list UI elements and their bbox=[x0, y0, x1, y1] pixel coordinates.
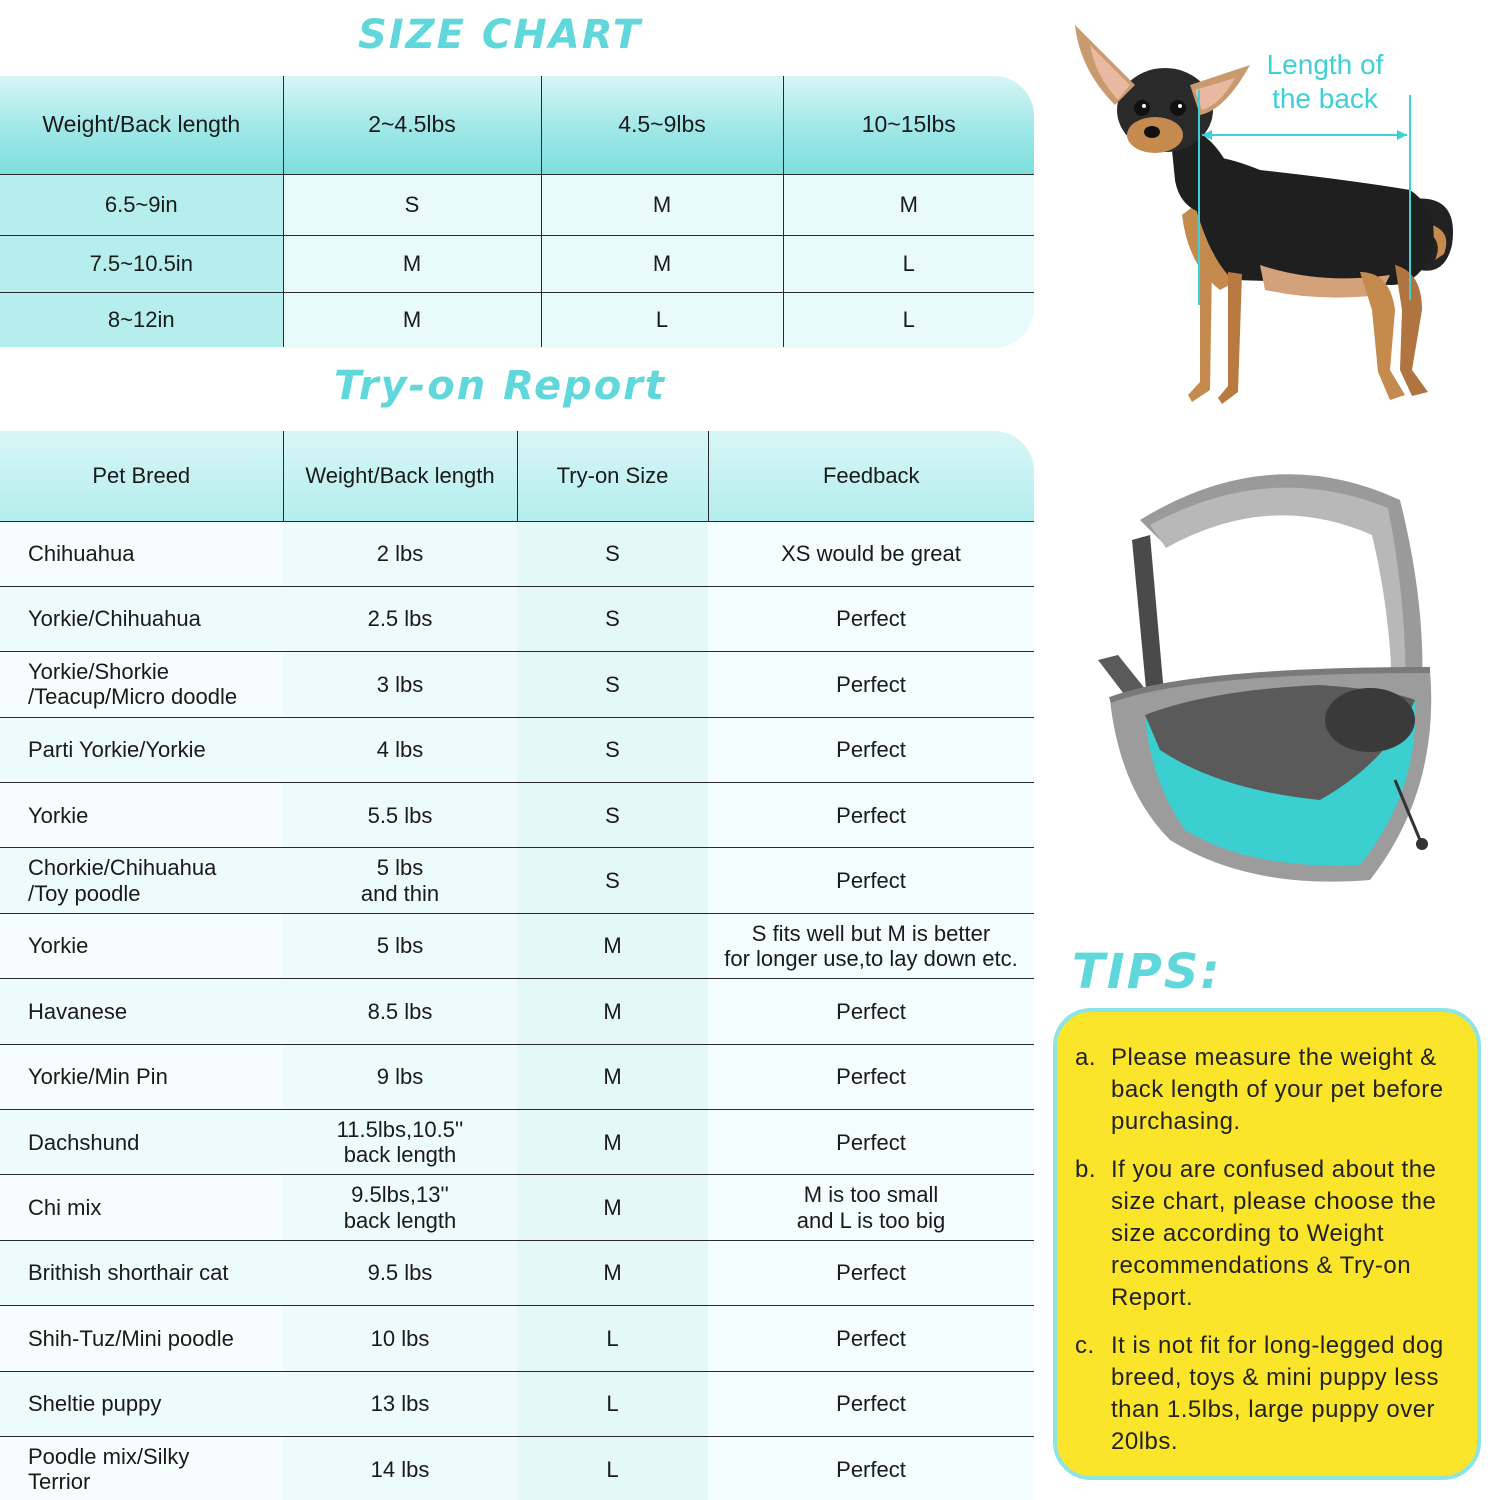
pet-breed-cell bbox=[0, 1306, 283, 1371]
tip-item bbox=[1075, 1330, 1459, 1458]
try-on-size-cell: M bbox=[517, 979, 708, 1044]
tip-text: It is not fit for long-legged dog breed, toys & mini puppy less than 1.5lbs, large puppy over 20lbs. bbox=[1111, 1332, 1444, 1455]
feedback-cell-line: S fits well but M is better bbox=[751, 920, 991, 946]
weight-cell-line: 14 lbs bbox=[370, 1456, 430, 1482]
weight-cell-line: 9.5lbs,13'' bbox=[351, 1182, 449, 1208]
size-cell: L bbox=[783, 292, 1034, 347]
try-on-row bbox=[0, 783, 1034, 848]
try-on-row bbox=[0, 979, 1034, 1044]
weight-cell-line: 2.5 lbs bbox=[367, 606, 433, 632]
weight-cell bbox=[283, 1306, 517, 1371]
weight-cell-line: 9.5 lbs bbox=[367, 1260, 433, 1286]
pet-breed-cell-line: Yorkie bbox=[28, 802, 89, 828]
try-on-row bbox=[0, 717, 1034, 782]
feedback-cell-line: M is too small bbox=[803, 1182, 939, 1208]
size-header-cell: 2~4.5lbs bbox=[283, 76, 541, 174]
size-cell: 8~12in bbox=[0, 292, 283, 347]
pet-breed-cell bbox=[0, 979, 283, 1044]
weight-cell-line: 4 lbs bbox=[376, 737, 424, 763]
size-chart-row bbox=[0, 292, 1034, 347]
size-chart-table bbox=[0, 76, 1034, 348]
feedback-cell bbox=[708, 1240, 1034, 1305]
weight-cell bbox=[283, 979, 517, 1044]
feedback-cell-line: Perfect bbox=[836, 802, 906, 828]
feedback-cell-line: Perfect bbox=[836, 1391, 906, 1417]
pet-breed-cell-line: Terrior bbox=[28, 1469, 91, 1495]
try-on-size-cell: M bbox=[517, 913, 708, 978]
tips-title: TIPS: bbox=[1072, 944, 1222, 1000]
size-chart-header-row bbox=[0, 76, 1034, 174]
feedback-cell-line: XS would be great bbox=[781, 541, 961, 567]
weight-cell bbox=[283, 1240, 517, 1305]
tip-item bbox=[1075, 1042, 1459, 1138]
size-cell: M bbox=[783, 174, 1034, 235]
weight-cell-line: and thin bbox=[360, 880, 440, 906]
size-cell: 6.5~9in bbox=[0, 174, 283, 235]
weight-cell-line: back length bbox=[343, 1207, 457, 1233]
feedback-cell bbox=[708, 1175, 1034, 1240]
try-on-row bbox=[0, 1044, 1034, 1109]
weight-cell bbox=[283, 783, 517, 848]
feedback-cell bbox=[708, 1306, 1034, 1371]
feedback-cell bbox=[708, 783, 1034, 848]
try-on-report-title: Try-on Report bbox=[333, 363, 667, 409]
pet-breed-cell bbox=[0, 848, 283, 913]
size-chart-row bbox=[0, 235, 1034, 292]
size-cell: L bbox=[783, 235, 1034, 292]
pet-breed-cell-line: Yorkie/Min Pin bbox=[28, 1064, 168, 1090]
try-on-row bbox=[0, 586, 1034, 651]
pet-breed-cell-line: Chihuahua bbox=[28, 541, 135, 567]
tip-marker: b. bbox=[1075, 1156, 1097, 1183]
pet-breed-cell bbox=[0, 652, 283, 717]
pet-breed-cell-line: /Toy poodle bbox=[28, 880, 141, 906]
feedback-cell-line: Perfect bbox=[836, 1325, 906, 1351]
try-on-size-cell: M bbox=[517, 1044, 708, 1109]
feedback-cell-line: and L is too big bbox=[796, 1207, 946, 1233]
pet-breed-cell-line: Parti Yorkie/Yorkie bbox=[28, 737, 206, 763]
feedback-cell-line: Perfect bbox=[836, 606, 906, 632]
pet-breed-cell bbox=[0, 521, 283, 586]
weight-cell-line: 11.5lbs,10.5'' bbox=[336, 1116, 464, 1142]
try-on-row bbox=[0, 1306, 1034, 1371]
try-on-row bbox=[0, 913, 1034, 978]
weight-cell bbox=[283, 586, 517, 651]
weight-cell bbox=[283, 1371, 517, 1436]
weight-cell bbox=[283, 1044, 517, 1109]
pet-breed-cell bbox=[0, 1175, 283, 1240]
try-header-cell: Feedback bbox=[708, 431, 1034, 521]
size-cell: M bbox=[541, 174, 783, 235]
feedback-cell-line: Perfect bbox=[836, 737, 906, 763]
try-on-header-row bbox=[0, 431, 1034, 521]
try-on-size-cell: L bbox=[517, 1436, 708, 1500]
pet-breed-cell bbox=[0, 783, 283, 848]
tip-text: Please measure the weight & back length of your pet before purchasing. bbox=[1111, 1044, 1444, 1135]
feedback-cell-line: Perfect bbox=[836, 1129, 906, 1155]
feedback-cell bbox=[708, 652, 1034, 717]
try-on-size-cell: S bbox=[517, 717, 708, 782]
try-on-row bbox=[0, 1175, 1034, 1240]
try-on-size-cell: S bbox=[517, 521, 708, 586]
pet-breed-cell bbox=[0, 1044, 283, 1109]
feedback-cell bbox=[708, 913, 1034, 978]
feedback-cell bbox=[708, 1044, 1034, 1109]
try-header-cell: Weight/Back length bbox=[283, 431, 517, 521]
pet-breed-cell bbox=[0, 1240, 283, 1305]
weight-cell-line: 5 lbs bbox=[376, 855, 424, 881]
pet-breed-cell-line: Havanese bbox=[28, 998, 128, 1024]
feedback-cell bbox=[708, 1371, 1034, 1436]
size-cell: M bbox=[283, 235, 541, 292]
weight-cell-line: 13 lbs bbox=[370, 1391, 430, 1417]
try-on-size-cell: S bbox=[517, 848, 708, 913]
weight-cell-line: 3 lbs bbox=[376, 671, 424, 697]
try-on-row bbox=[0, 1436, 1034, 1500]
feedback-cell-line: Perfect bbox=[836, 1456, 906, 1482]
feedback-cell bbox=[708, 979, 1034, 1044]
weight-cell bbox=[283, 717, 517, 782]
feedback-cell bbox=[708, 586, 1034, 651]
weight-cell bbox=[283, 652, 517, 717]
feedback-cell-line: Perfect bbox=[836, 1064, 906, 1090]
try-on-row bbox=[0, 1371, 1034, 1436]
try-on-row bbox=[0, 1110, 1034, 1175]
feedback-cell-line: for longer use,to lay down etc. bbox=[724, 946, 1018, 972]
feedback-cell-line: Perfect bbox=[836, 1260, 906, 1286]
size-chart-title: SIZE CHART bbox=[357, 12, 643, 58]
feedback-cell bbox=[708, 717, 1034, 782]
pet-breed-cell-line: Yorkie/Chihuahua bbox=[28, 606, 201, 632]
pet-breed-cell-line: Sheltie puppy bbox=[28, 1391, 162, 1417]
feedback-cell-line: Perfect bbox=[836, 998, 906, 1024]
pet-sling-bag-icon bbox=[1070, 460, 1470, 900]
weight-cell-line: 5 lbs bbox=[376, 933, 424, 959]
try-on-row bbox=[0, 1240, 1034, 1305]
try-on-table bbox=[0, 431, 1034, 1500]
tip-item bbox=[1075, 1154, 1459, 1314]
size-cell: M bbox=[541, 235, 783, 292]
weight-cell bbox=[283, 521, 517, 586]
try-on-size-cell: S bbox=[517, 652, 708, 717]
feedback-cell-line: Perfect bbox=[836, 671, 906, 697]
weight-cell bbox=[283, 913, 517, 978]
size-header-cell: Weight/Back length bbox=[0, 76, 283, 174]
back-length-label-line: the back bbox=[1272, 83, 1378, 114]
tip-marker: a. bbox=[1075, 1044, 1097, 1071]
weight-cell-line: 9 lbs bbox=[376, 1064, 424, 1090]
size-cell: L bbox=[541, 292, 783, 347]
feedback-cell bbox=[708, 1436, 1034, 1500]
sling-bag-illustration bbox=[1070, 460, 1470, 900]
tip-marker: c. bbox=[1075, 1332, 1095, 1359]
pet-breed-cell bbox=[0, 1371, 283, 1436]
pet-breed-cell-line: Chorkie/Chihuahua bbox=[28, 855, 217, 881]
pet-breed-cell bbox=[0, 586, 283, 651]
tip-text: If you are confused about the size chart, please choose the size according to Weight recommendations & Try-on Report. bbox=[1111, 1156, 1437, 1311]
pet-breed-cell bbox=[0, 1436, 283, 1500]
weight-cell-line: 8.5 lbs bbox=[367, 998, 433, 1024]
weight-cell bbox=[283, 1110, 517, 1175]
try-on-size-cell: L bbox=[517, 1306, 708, 1371]
size-cell: S bbox=[283, 174, 541, 235]
try-on-size-cell: M bbox=[517, 1110, 708, 1175]
back-length-label bbox=[1240, 48, 1410, 116]
pet-breed-cell-line: Poodle mix/Silky bbox=[28, 1444, 190, 1470]
pet-breed-cell bbox=[0, 1110, 283, 1175]
size-chart-row bbox=[0, 174, 1034, 235]
size-header-cell: 4.5~9lbs bbox=[541, 76, 783, 174]
weight-cell bbox=[283, 1436, 517, 1500]
try-on-row bbox=[0, 848, 1034, 913]
try-on-size-cell: S bbox=[517, 783, 708, 848]
try-header-cell: Pet Breed bbox=[0, 431, 283, 521]
weight-cell bbox=[283, 1175, 517, 1240]
feedback-cell-line: Perfect bbox=[836, 868, 906, 893]
try-on-row bbox=[0, 652, 1034, 717]
try-on-size-cell: M bbox=[517, 1175, 708, 1240]
feedback-cell bbox=[708, 521, 1034, 586]
weight-cell-line: back length bbox=[343, 1142, 457, 1168]
feedback-cell bbox=[708, 848, 1034, 913]
pet-breed-cell bbox=[0, 913, 283, 978]
pet-breed-cell-line: /Teacup/Micro doodle bbox=[28, 684, 238, 710]
try-on-size-cell: L bbox=[517, 1371, 708, 1436]
weight-cell-line: 10 lbs bbox=[370, 1325, 430, 1351]
try-on-size-cell: S bbox=[517, 586, 708, 651]
pet-breed-cell bbox=[0, 717, 283, 782]
feedback-cell bbox=[708, 1110, 1034, 1175]
pet-breed-cell-line: Brithish shorthair cat bbox=[28, 1260, 229, 1286]
pet-breed-cell-line: Chi mix bbox=[28, 1194, 102, 1220]
size-cell: 7.5~10.5in bbox=[0, 235, 283, 292]
size-cell: M bbox=[283, 292, 541, 347]
try-on-row bbox=[0, 521, 1034, 586]
try-header-cell: Try-on Size bbox=[517, 431, 708, 521]
tips-box bbox=[1053, 1008, 1481, 1480]
pet-breed-cell-line: Dachshund bbox=[28, 1129, 140, 1155]
weight-cell-line: 2 lbs bbox=[376, 541, 424, 567]
weight-cell bbox=[283, 848, 517, 913]
pet-breed-cell-line: Yorkie/Shorkie bbox=[28, 659, 170, 685]
try-on-size-cell: M bbox=[517, 1240, 708, 1305]
pet-breed-cell-line: Yorkie bbox=[28, 933, 89, 959]
pet-breed-cell-line: Shih-Tuz/Mini poodle bbox=[28, 1325, 234, 1351]
back-length-label-line: Length of bbox=[1266, 49, 1384, 80]
size-header-cell: 10~15lbs bbox=[783, 76, 1034, 174]
weight-cell-line: 5.5 lbs bbox=[367, 802, 433, 828]
